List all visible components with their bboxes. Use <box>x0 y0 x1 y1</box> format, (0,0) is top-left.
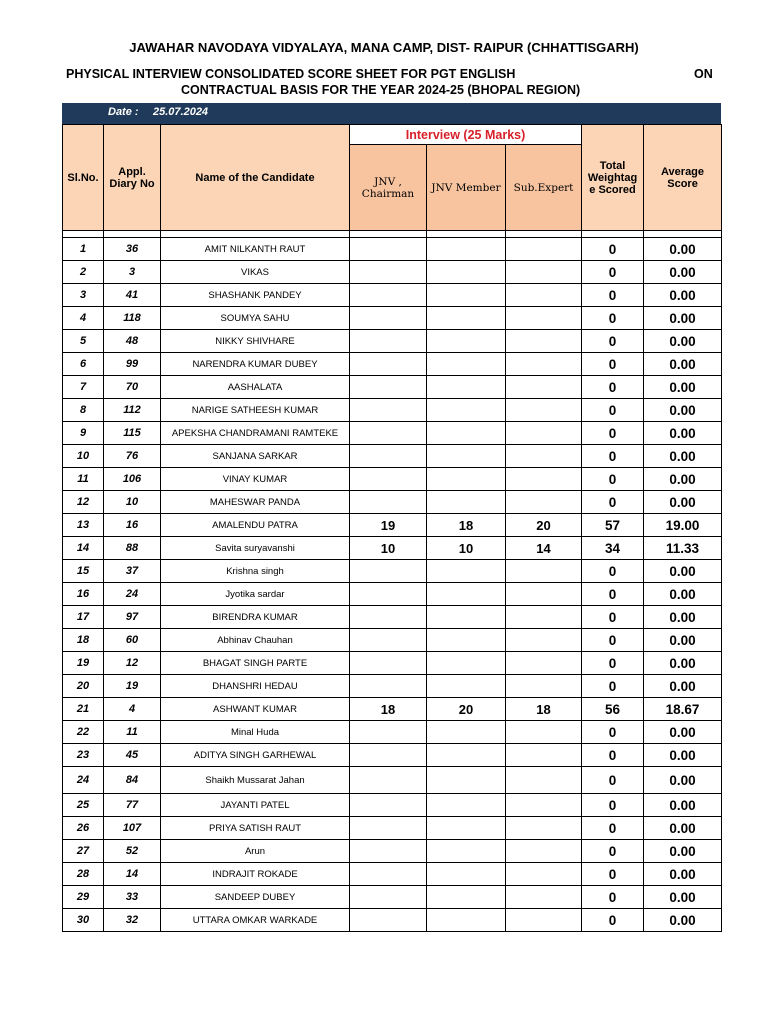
cell-expert-score <box>506 399 582 422</box>
cell-member-score <box>427 863 506 886</box>
cell-chairman-score <box>350 652 427 675</box>
cell-expert-score <box>506 744 582 767</box>
cell-sl-no: 19 <box>63 652 104 675</box>
cell-candidate-name: ADITYA SINGH GARHEWAL <box>161 744 350 767</box>
cell-sl-no: 13 <box>63 514 104 537</box>
cell-sl-no: 23 <box>63 744 104 767</box>
table-row <box>63 261 722 284</box>
cell-candidate-name: VINAY KUMAR <box>161 468 350 491</box>
col-header-total <box>582 125 644 231</box>
cell-total-score: 0 <box>582 583 644 606</box>
cell-total-score: 0 <box>582 886 644 909</box>
cell-member-score <box>427 560 506 583</box>
cell-average-score: 0.00 <box>644 886 722 909</box>
cell-chairman-score <box>350 909 427 932</box>
cell-total-score: 0 <box>582 353 644 376</box>
cell-candidate-name: Abhinav Chauhan <box>161 629 350 652</box>
cell-expert-score <box>506 583 582 606</box>
cell-diary-no: 76 <box>104 445 161 468</box>
cell-total-score: 0 <box>582 468 644 491</box>
cell-sl-no: 7 <box>63 376 104 399</box>
col-header-expert: Sub.Expert <box>506 145 582 231</box>
cell-member-score <box>427 284 506 307</box>
cell-total-score: 0 <box>582 909 644 932</box>
cell-candidate-name: VIKAS <box>161 261 350 284</box>
cell-chairman-score <box>350 629 427 652</box>
cell-average-score: 0.00 <box>644 353 722 376</box>
cell-chairman-score <box>350 422 427 445</box>
cell-expert-score <box>506 284 582 307</box>
cell-diary-no: 88 <box>104 537 161 560</box>
cell-candidate-name: UTTARA OMKAR WARKADE <box>161 909 350 932</box>
cell-average-score: 0.00 <box>644 468 722 491</box>
date-value: 25.07.2024 <box>153 106 209 118</box>
col-header-interview: Interview (25 Marks) <box>350 125 582 145</box>
cell-member-score <box>427 840 506 863</box>
cell-member-score <box>427 675 506 698</box>
cell-member-score <box>427 261 506 284</box>
cell-total-score: 0 <box>582 284 644 307</box>
cell-sl-no: 10 <box>63 445 104 468</box>
cell-total-score: 0 <box>582 422 644 445</box>
cell-expert-score <box>506 491 582 514</box>
cell-member-score <box>427 399 506 422</box>
cell-member-score <box>427 606 506 629</box>
cell-candidate-name: AASHALATA <box>161 376 350 399</box>
cell-candidate-name: JAYANTI PATEL <box>161 794 350 817</box>
cell-chairman-score <box>350 238 427 261</box>
cell-average-score: 0.00 <box>644 583 722 606</box>
cell-expert-score: 20 <box>506 514 582 537</box>
cell-expert-score <box>506 840 582 863</box>
cell-chairman-score <box>350 817 427 840</box>
sheet-title-line1: PHYSICAL INTERVIEW CONSOLIDATED SCORE SHEET FOR PGT ENGLISH <box>66 67 516 81</box>
cell-chairman-score <box>350 468 427 491</box>
cell-candidate-name: SANDEEP DUBEY <box>161 886 350 909</box>
cell-chairman-score <box>350 560 427 583</box>
cell-expert-score <box>506 560 582 583</box>
cell-diary-no: 112 <box>104 399 161 422</box>
cell-diary-no: 70 <box>104 376 161 399</box>
cell-member-score: 18 <box>427 514 506 537</box>
table-row <box>63 330 722 353</box>
cell-total-score: 0 <box>582 817 644 840</box>
table-row <box>63 445 722 468</box>
cell-chairman-score <box>350 445 427 468</box>
cell-candidate-name: SOUMYA SAHU <box>161 307 350 330</box>
cell-average-score: 0.00 <box>644 376 722 399</box>
cell-expert-score <box>506 445 582 468</box>
cell-expert-score <box>506 817 582 840</box>
cell-sl-no: 22 <box>63 721 104 744</box>
cell-average-score: 0.00 <box>644 767 722 794</box>
cell-total-score: 0 <box>582 840 644 863</box>
col-header-chairman-line1: JNV , <box>374 175 402 188</box>
table-row <box>63 238 722 261</box>
cell-expert-score <box>506 675 582 698</box>
cell-expert-score <box>506 794 582 817</box>
cell-average-score: 0.00 <box>644 863 722 886</box>
col-header-total-line2: Weightag <box>587 171 638 184</box>
cell-average-score: 0.00 <box>644 675 722 698</box>
cell-sl-no: 9 <box>63 422 104 445</box>
sheet-title-line2: CONTRACTUAL BASIS FOR THE YEAR 2024-25 (BHOPAL REGION) <box>181 83 581 97</box>
cell-diary-no: 107 <box>104 817 161 840</box>
cell-member-score <box>427 817 506 840</box>
cell-diary-no: 118 <box>104 307 161 330</box>
cell-sl-no: 21 <box>63 698 104 721</box>
cell-diary-no: 48 <box>104 330 161 353</box>
table-row <box>63 698 722 721</box>
cell-chairman-score <box>350 330 427 353</box>
col-header-average-line2: Score <box>667 177 698 190</box>
cell-sl-no: 4 <box>63 307 104 330</box>
cell-total-score: 0 <box>582 307 644 330</box>
cell-diary-no: 52 <box>104 840 161 863</box>
cell-member-score <box>427 652 506 675</box>
cell-total-score: 0 <box>582 399 644 422</box>
cell-average-score: 0.00 <box>644 422 722 445</box>
cell-chairman-score <box>350 376 427 399</box>
cell-diary-no: 33 <box>104 886 161 909</box>
cell-chairman-score <box>350 744 427 767</box>
cell-average-score: 0.00 <box>644 840 722 863</box>
cell-diary-no: 11 <box>104 721 161 744</box>
cell-candidate-name: Savita suryavanshi <box>161 537 350 560</box>
cell-candidate-name: INDRAJIT ROKADE <box>161 863 350 886</box>
cell-total-score: 0 <box>582 767 644 794</box>
cell-total-score: 57 <box>582 514 644 537</box>
cell-sl-no: 2 <box>63 261 104 284</box>
cell-total-score: 0 <box>582 721 644 744</box>
cell-member-score <box>427 376 506 399</box>
cell-average-score: 18.67 <box>644 698 722 721</box>
table-row <box>63 560 722 583</box>
cell-candidate-name: Arun <box>161 840 350 863</box>
table-row <box>63 514 722 537</box>
cell-diary-no: 14 <box>104 863 161 886</box>
cell-average-score: 0.00 <box>644 445 722 468</box>
cell-sl-no: 6 <box>63 353 104 376</box>
cell-average-score: 0.00 <box>644 629 722 652</box>
col-header-chairman <box>350 145 427 231</box>
cell-sl-no: 1 <box>63 238 104 261</box>
cell-sl-no: 12 <box>63 491 104 514</box>
cell-diary-no: 84 <box>104 767 161 794</box>
cell-average-score: 0.00 <box>644 652 722 675</box>
cell-candidate-name: NARENDRA KUMAR DUBEY <box>161 353 350 376</box>
table-body <box>63 231 722 932</box>
cell-diary-no: 32 <box>104 909 161 932</box>
cell-chairman-score <box>350 767 427 794</box>
cell-candidate-name: Jyotika sardar <box>161 583 350 606</box>
cell-average-score: 0.00 <box>644 817 722 840</box>
cell-expert-score <box>506 629 582 652</box>
cell-average-score: 0.00 <box>644 261 722 284</box>
cell-chairman-score <box>350 606 427 629</box>
cell-average-score: 0.00 <box>644 606 722 629</box>
cell-average-score: 0.00 <box>644 238 722 261</box>
cell-total-score: 0 <box>582 445 644 468</box>
table-row <box>63 307 722 330</box>
col-header-chairman-line2: Chairman <box>361 187 415 200</box>
cell-candidate-name: NARIGE SATHEESH KUMAR <box>161 399 350 422</box>
cell-candidate-name: PRIYA SATISH RAUT <box>161 817 350 840</box>
table-row <box>63 767 722 794</box>
table-row <box>63 840 722 863</box>
cell-sl-no: 29 <box>63 886 104 909</box>
cell-expert-score <box>506 606 582 629</box>
cell-diary-no: 16 <box>104 514 161 537</box>
cell-expert-score <box>506 353 582 376</box>
cell-total-score: 56 <box>582 698 644 721</box>
cell-average-score: 0.00 <box>644 307 722 330</box>
school-title: JAWAHAR NAVODAYA VIDYALAYA, MANA CAMP, DIST- RAIPUR (CHHATTISGARH) <box>129 40 639 55</box>
cell-member-score <box>427 422 506 445</box>
cell-candidate-name: Shaikh Mussarat Jahan <box>161 767 350 794</box>
col-header-diary-no <box>104 125 161 231</box>
cell-chairman-score: 10 <box>350 537 427 560</box>
table-row <box>63 468 722 491</box>
table-row <box>63 399 722 422</box>
cell-expert-score <box>506 468 582 491</box>
cell-chairman-score <box>350 491 427 514</box>
cell-total-score: 0 <box>582 560 644 583</box>
cell-candidate-name: SANJANA SARKAR <box>161 445 350 468</box>
table-row <box>63 629 722 652</box>
cell-member-score <box>427 445 506 468</box>
cell-chairman-score <box>350 886 427 909</box>
cell-expert-score <box>506 721 582 744</box>
cell-candidate-name: AMIT NILKANTH RAUT <box>161 238 350 261</box>
cell-total-score: 0 <box>582 376 644 399</box>
cell-sl-no: 28 <box>63 863 104 886</box>
cell-total-score: 0 <box>582 629 644 652</box>
cell-member-score <box>427 491 506 514</box>
cell-sl-no: 14 <box>63 537 104 560</box>
col-header-name: Name of the Candidate <box>161 125 350 231</box>
cell-chairman-score <box>350 261 427 284</box>
cell-total-score: 0 <box>582 491 644 514</box>
table-row <box>63 376 722 399</box>
score-table <box>62 124 722 932</box>
cell-expert-score <box>506 909 582 932</box>
cell-diary-no: 3 <box>104 261 161 284</box>
col-header-average-line1: Average <box>661 165 705 178</box>
cell-sl-no: 24 <box>63 767 104 794</box>
cell-candidate-name: MAHESWAR PANDA <box>161 491 350 514</box>
cell-total-score: 0 <box>582 330 644 353</box>
cell-candidate-name: BHAGAT SINGH PARTE <box>161 652 350 675</box>
table-row <box>63 652 722 675</box>
cell-diary-no: 36 <box>104 238 161 261</box>
cell-member-score <box>427 238 506 261</box>
table-row <box>63 909 722 932</box>
cell-member-score <box>427 886 506 909</box>
cell-average-score: 11.33 <box>644 537 722 560</box>
cell-candidate-name: Minal Huda <box>161 721 350 744</box>
table-row <box>63 794 722 817</box>
col-header-sl-no: Sl.No. <box>63 125 104 231</box>
cell-member-score: 20 <box>427 698 506 721</box>
cell-average-score: 0.00 <box>644 330 722 353</box>
cell-member-score <box>427 794 506 817</box>
cell-member-score <box>427 468 506 491</box>
cell-total-score: 0 <box>582 744 644 767</box>
cell-diary-no: 19 <box>104 675 161 698</box>
cell-member-score <box>427 353 506 376</box>
cell-candidate-name: BIRENDRA KUMAR <box>161 606 350 629</box>
cell-chairman-score <box>350 399 427 422</box>
cell-diary-no: 99 <box>104 353 161 376</box>
cell-member-score <box>427 909 506 932</box>
cell-sl-no: 8 <box>63 399 104 422</box>
cell-candidate-name: NIKKY SHIVHARE <box>161 330 350 353</box>
table-row <box>63 284 722 307</box>
cell-sl-no: 20 <box>63 675 104 698</box>
table-row <box>63 422 722 445</box>
cell-average-score: 0.00 <box>644 560 722 583</box>
cell-member-score <box>427 583 506 606</box>
cell-member-score <box>427 330 506 353</box>
cell-diary-no: 115 <box>104 422 161 445</box>
cell-total-score: 0 <box>582 606 644 629</box>
cell-average-score: 19.00 <box>644 514 722 537</box>
table-row <box>63 817 722 840</box>
table-row <box>63 744 722 767</box>
cell-member-score <box>427 744 506 767</box>
cell-chairman-score: 18 <box>350 698 427 721</box>
col-header-diary-line1: Appl. <box>118 165 146 178</box>
cell-member-score <box>427 307 506 330</box>
table-row <box>63 606 722 629</box>
cell-sl-no: 30 <box>63 909 104 932</box>
cell-chairman-score <box>350 840 427 863</box>
date-bar <box>62 103 721 124</box>
cell-average-score: 0.00 <box>644 909 722 932</box>
cell-total-score: 34 <box>582 537 644 560</box>
cell-diary-no: 106 <box>104 468 161 491</box>
cell-diary-no: 12 <box>104 652 161 675</box>
cell-expert-score <box>506 238 582 261</box>
cell-diary-no: 77 <box>104 794 161 817</box>
cell-average-score: 0.00 <box>644 284 722 307</box>
cell-diary-no: 4 <box>104 698 161 721</box>
cell-total-score: 0 <box>582 863 644 886</box>
cell-expert-score <box>506 863 582 886</box>
cell-sl-no: 25 <box>63 794 104 817</box>
cell-candidate-name: SHASHANK PANDEY <box>161 284 350 307</box>
table-row <box>63 491 722 514</box>
cell-candidate-name: Krishna singh <box>161 560 350 583</box>
table-row <box>63 353 722 376</box>
cell-chairman-score <box>350 307 427 330</box>
cell-sl-no: 15 <box>63 560 104 583</box>
cell-average-score: 0.00 <box>644 721 722 744</box>
cell-diary-no: 45 <box>104 744 161 767</box>
cell-total-score: 0 <box>582 652 644 675</box>
cell-chairman-score <box>350 284 427 307</box>
cell-diary-no: 10 <box>104 491 161 514</box>
table-row <box>63 863 722 886</box>
cell-sl-no: 5 <box>63 330 104 353</box>
cell-sl-no: 16 <box>63 583 104 606</box>
cell-sl-no: 17 <box>63 606 104 629</box>
cell-member-score <box>427 721 506 744</box>
cell-sl-no: 3 <box>63 284 104 307</box>
cell-expert-score <box>506 652 582 675</box>
col-header-diary-line2: Diary No <box>109 177 155 190</box>
cell-diary-no: 37 <box>104 560 161 583</box>
cell-diary-no: 97 <box>104 606 161 629</box>
cell-chairman-score <box>350 794 427 817</box>
table-row <box>63 583 722 606</box>
cell-sl-no: 27 <box>63 840 104 863</box>
cell-chairman-score: 19 <box>350 514 427 537</box>
cell-expert-score <box>506 767 582 794</box>
col-header-member: JNV Member <box>427 145 506 231</box>
cell-sl-no: 26 <box>63 817 104 840</box>
cell-chairman-score <box>350 721 427 744</box>
cell-average-score: 0.00 <box>644 794 722 817</box>
cell-expert-score <box>506 376 582 399</box>
table-row <box>63 886 722 909</box>
header-spacer-row <box>63 231 722 238</box>
cell-total-score: 0 <box>582 675 644 698</box>
cell-candidate-name: DHANSHRI HEDAU <box>161 675 350 698</box>
date-label: Date : <box>108 106 139 118</box>
cell-total-score: 0 <box>582 261 644 284</box>
cell-candidate-name: APEKSHA CHANDRAMANI RAMTEKE <box>161 422 350 445</box>
col-header-total-line3: e Scored <box>589 183 636 196</box>
col-header-average <box>644 125 722 231</box>
sheet-title-on: ON <box>694 67 713 81</box>
cell-expert-score: 18 <box>506 698 582 721</box>
col-header-total-line1: Total <box>599 159 626 172</box>
table-row <box>63 721 722 744</box>
cell-member-score <box>427 767 506 794</box>
cell-diary-no: 24 <box>104 583 161 606</box>
table-row <box>63 537 722 560</box>
cell-sl-no: 18 <box>63 629 104 652</box>
cell-average-score: 0.00 <box>644 744 722 767</box>
cell-expert-score <box>506 261 582 284</box>
cell-expert-score <box>506 330 582 353</box>
cell-expert-score: 14 <box>506 537 582 560</box>
table-row <box>63 675 722 698</box>
cell-sl-no: 11 <box>63 468 104 491</box>
cell-chairman-score <box>350 353 427 376</box>
cell-member-score <box>427 629 506 652</box>
cell-diary-no: 60 <box>104 629 161 652</box>
cell-expert-score <box>506 886 582 909</box>
cell-chairman-score <box>350 583 427 606</box>
cell-candidate-name: ASHWANT KUMAR <box>161 698 350 721</box>
cell-expert-score <box>506 422 582 445</box>
cell-chairman-score <box>350 675 427 698</box>
cell-expert-score <box>506 307 582 330</box>
cell-total-score: 0 <box>582 794 644 817</box>
cell-chairman-score <box>350 863 427 886</box>
cell-average-score: 0.00 <box>644 399 722 422</box>
cell-total-score: 0 <box>582 238 644 261</box>
cell-average-score: 0.00 <box>644 491 722 514</box>
cell-candidate-name: AMALENDU PATRA <box>161 514 350 537</box>
cell-diary-no: 41 <box>104 284 161 307</box>
cell-member-score: 10 <box>427 537 506 560</box>
